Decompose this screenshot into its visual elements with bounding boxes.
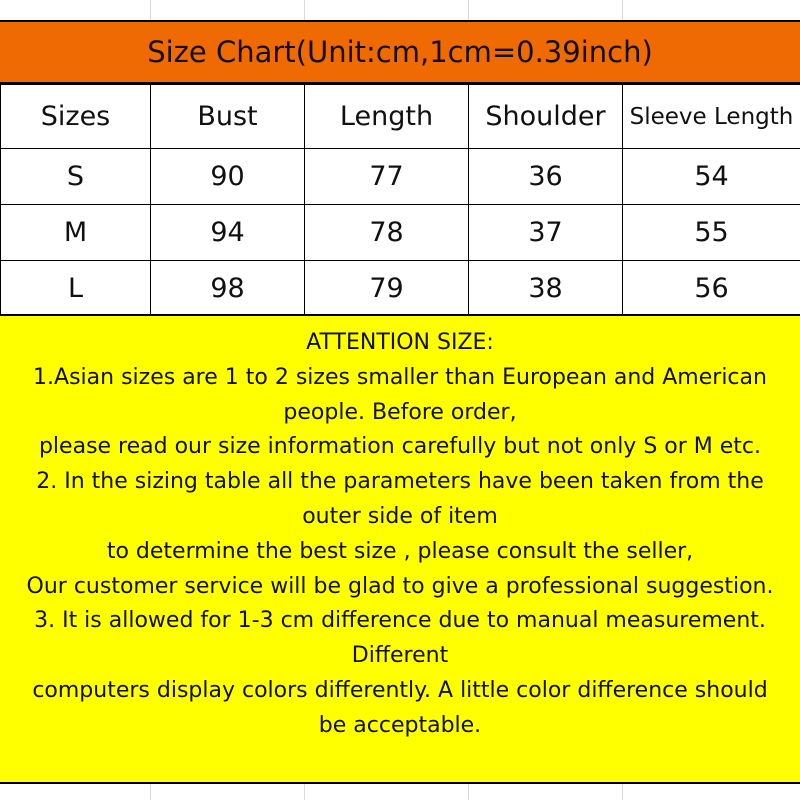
cell-length: 78: [305, 205, 469, 261]
cell-sleeve-length: 55: [623, 205, 800, 261]
top-grid-strip: [0, 0, 800, 20]
attention-line: please read our size information carefully but not only S or M etc.: [38, 434, 762, 460]
attention-line: people. Before order,: [283, 399, 517, 425]
cell-bust: 98: [151, 261, 305, 317]
cell-size: M: [1, 205, 151, 261]
cell-size: S: [1, 149, 151, 205]
cell-bust: 90: [151, 149, 305, 205]
attention-heading: ATTENTION SIZE:: [306, 330, 494, 355]
bottom-grid-strip: [0, 784, 800, 800]
header-length: Length: [305, 85, 469, 149]
cell-shoulder: 38: [469, 261, 623, 317]
grid-line: [150, 0, 151, 20]
page-title: Size Chart(Unit:cm,1cm=0.39inch): [147, 35, 653, 69]
attention-line: to determine the best size , please consult the seller,: [106, 538, 694, 564]
cell-shoulder: 37: [469, 205, 623, 261]
size-table: [0, 84, 800, 317]
attention-line: 3. It is allowed for 1-3 cm difference due to manual measurement.: [34, 608, 766, 634]
attention-line: 1.Asian sizes are 1 to 2 sizes smaller than European and American: [33, 364, 767, 390]
header-shoulder: Shoulder: [469, 85, 623, 149]
cell-length: 79: [305, 261, 469, 317]
cell-length: 77: [305, 149, 469, 205]
cell-bust: 94: [151, 205, 305, 261]
table-row: [1, 261, 800, 317]
grid-line: [150, 784, 151, 800]
grid-line: [468, 784, 469, 800]
table-row: [1, 149, 800, 205]
grid-line: [304, 0, 305, 20]
cell-sleeve-length: 56: [623, 261, 800, 317]
attention-line: computers display colors differently. A little color difference should: [32, 677, 768, 703]
title-bar: [0, 20, 800, 84]
table-row: [1, 205, 800, 261]
cell-size: L: [1, 261, 151, 317]
attention-line: be acceptable.: [318, 712, 482, 738]
attention-line: 2. In the sizing table all the parameters have been taken from the: [36, 469, 764, 495]
grid-line: [304, 784, 305, 800]
header-sizes: Sizes: [1, 85, 151, 149]
cell-shoulder: 36: [469, 149, 623, 205]
grid-line: [622, 784, 623, 800]
grid-line: [622, 0, 623, 20]
header-bust: Bust: [151, 85, 305, 149]
table-header-row: [1, 85, 800, 149]
attention-notice: [0, 314, 800, 784]
grid-line: [468, 0, 469, 20]
attention-line: Different: [351, 643, 449, 669]
cell-sleeve-length: 54: [623, 149, 800, 205]
attention-line: outer side of item: [302, 503, 498, 529]
attention-line: Our customer service will be glad to give a professional suggestion.: [26, 573, 774, 599]
header-sleeve-length: Sleeve Length: [623, 85, 800, 149]
